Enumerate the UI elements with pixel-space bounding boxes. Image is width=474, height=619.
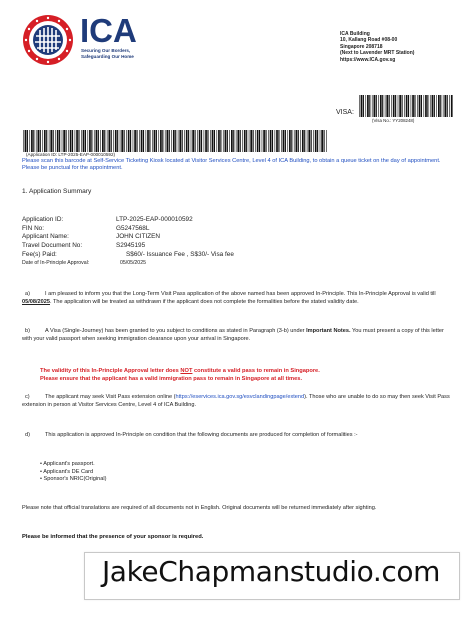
list-item: • Sponsor's NRIC(Original) bbox=[40, 476, 107, 483]
fees-value: S$60/- Issuance Fee , S$30/- Visa fee bbox=[126, 250, 234, 258]
paragraph-c-label: c) bbox=[25, 394, 30, 400]
watermark-text: JakeChapmanstudio.com bbox=[101, 555, 441, 588]
paragraph-d: d) This application is approved In-Principle on condition that the following documents are produced for completion of formalities :- bbox=[22, 432, 454, 440]
ica-crest-logo bbox=[22, 14, 74, 66]
validity-warning: The validity of this In-Principle Approval letter does NOT constitute a valid pass to remain in Singapore. Please ensure that the applicant has a valid immigration pass to remain in Singapore at all times. bbox=[40, 368, 320, 382]
ipa-date-label: Date of In-Principle Approval: bbox=[22, 260, 90, 267]
travel-doc-label: Travel Document No: bbox=[22, 242, 83, 250]
important-notes-ref: Important Notes. bbox=[306, 328, 351, 334]
travel-doc-value: S2945195 bbox=[116, 242, 146, 250]
list-item: • Applicant's DE Card bbox=[40, 468, 94, 475]
valid-till-date: 05/08/2025 bbox=[22, 298, 50, 305]
applicant-label: Applicant Name: bbox=[22, 233, 69, 241]
visa-label: VISA: bbox=[336, 109, 354, 116]
paragraph-c: c) The applicant may seek Visit Pass extension online (https://eservices.ica.gov.sg/esvclandingpage/extend). Those who are unable to do so may then seek Visit Pass extension in person at Visitor Services Centre, Level 4 of ICA Building. bbox=[22, 394, 450, 408]
extension-link[interactable]: https://eservices.ica.gov.sg/esvclandingpage/extend bbox=[175, 394, 305, 400]
list-item: • Applicant's passport. bbox=[40, 461, 95, 467]
sponsor-presence-note: Please be informed that the presence of your sponsor is required. bbox=[22, 534, 204, 540]
paragraph-b-label: b) bbox=[25, 328, 30, 334]
ica-wordmark: ICA bbox=[80, 12, 137, 49]
visa-number: (Visa No.: YY208248) bbox=[372, 118, 415, 123]
ica-tagline: Securing Our Borders, Safeguarding Our Home bbox=[81, 48, 134, 59]
ica-address: ICA Building 10, Kallang Road #08-00 Singapore 208718 (Next to Lavender MRT Station) https://www.ICA.gov.sg bbox=[340, 31, 415, 63]
application-barcode bbox=[22, 130, 328, 152]
fin-value: G5247568L bbox=[116, 224, 150, 232]
section-title: 1. Application Summary bbox=[22, 188, 92, 195]
paragraph-b: b) A Visa (Single-Journey) has been granted to you subject to conditions as stated in Paragraph (3-b) under Important Notes. You must present a copy of this letter with your valid passport when seeking immigration clearance upon your arrival in Singapore. bbox=[22, 328, 444, 342]
required-documents-list bbox=[40, 461, 106, 484]
fees-label: Fee(s) Paid: bbox=[22, 250, 57, 258]
paragraph-a: a) I am pleased to inform you that the Long-Term Visit Pass application of the above named has been approved In-Principle. This In-Principle Approval is valid till 05/08/2025. The application will be treated as withdrawn if the applicant does not complete the formalities before the stated validity date. bbox=[22, 291, 436, 305]
paragraph-d-label: d) bbox=[25, 432, 30, 438]
paragraph-a-label: a) bbox=[25, 291, 30, 297]
applicant-value: JOHN CITIZEN bbox=[116, 233, 161, 241]
scan-instruction: Please scan this barcode at Self-Service Ticketing Kiosk located at Visitor Services Centre, Level 4 of ICA Building, to obtain a queue ticket on the day of appointment. Please be punctual for the appointment. bbox=[22, 158, 441, 172]
ipa-date-value: 05/05/2025 bbox=[120, 260, 146, 267]
barcode-application-id: (Application ID: LTP-2025-EAP-000010592) bbox=[26, 152, 116, 157]
application-id-label: Application ID: bbox=[22, 216, 64, 223]
fin-label: FIN No: bbox=[22, 224, 45, 232]
application-id-value: LTP-2025-EAP-000010592 bbox=[116, 216, 193, 223]
visa-barcode bbox=[358, 95, 454, 117]
translation-note: Please note that official translations are required of all documents not in English. Original documents will be returned immediately after sighting. bbox=[22, 505, 377, 511]
